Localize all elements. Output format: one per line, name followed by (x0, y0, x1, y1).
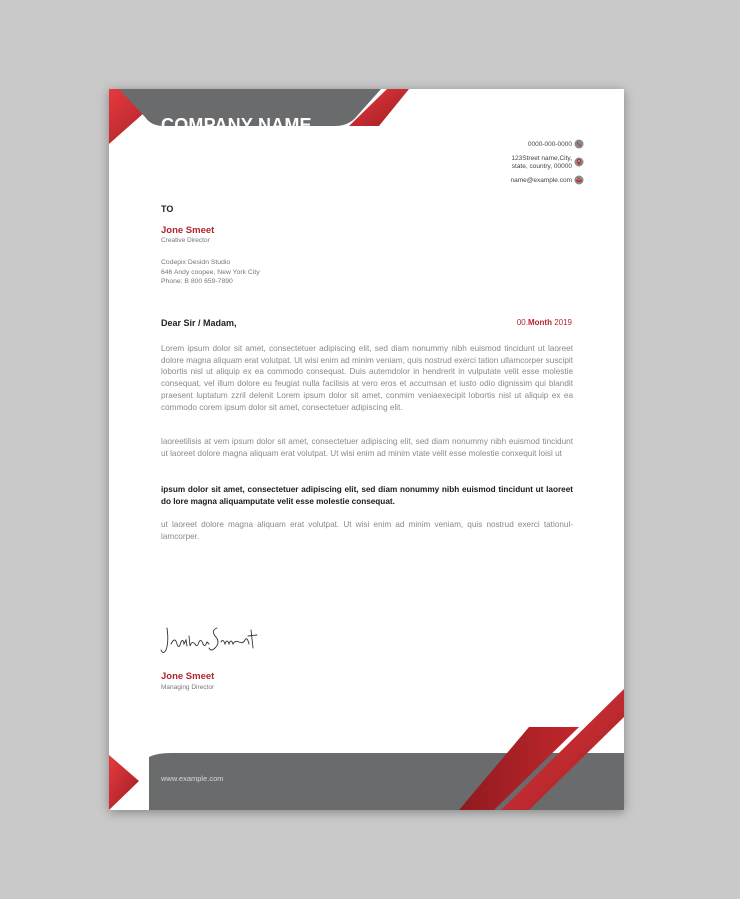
contact-address-line2: state, country, 00000 (511, 163, 572, 170)
location-icon (574, 157, 584, 167)
recipient-address-block (161, 258, 260, 287)
letterhead-page (109, 89, 624, 810)
handwritten-signature (159, 622, 269, 658)
letter-date (517, 318, 572, 327)
body-paragraph-3: ipsum dolor sit amet, consectetuer adipiscing elit, sed diam nonummy nibh euismod tincidunt ut laoreet do lore magna aliquamputate velit esse molestie consequat. (161, 485, 573, 506)
recipient-title: Creative Director (161, 237, 210, 244)
signatory-name: Jone Smeet (161, 671, 215, 682)
recipient-company: Codepix Desidn Studio (161, 259, 231, 266)
contact-email: name@example.com (510, 177, 572, 184)
date-month: Month (527, 318, 552, 327)
recipient-name: Jone Smeet (161, 225, 215, 236)
footer-website: www.example.com (161, 774, 224, 783)
date-day: 00. (516, 318, 528, 327)
email-icon (574, 175, 584, 185)
greeting: Dear Sir / Madam, (161, 318, 237, 328)
recipient-street: 646 Andy coopee, New York City (161, 268, 260, 276)
contact-address (511, 155, 572, 171)
phone-icon (574, 139, 584, 149)
contact-phone: 0000-000-0000 (527, 141, 572, 148)
recipient-phone: Phone: B 800 659-7890 (161, 278, 233, 286)
bottom-left-red-corner (109, 755, 139, 810)
company-name: COMPANY NAME (161, 115, 312, 135)
signatory-title: Managing Director (161, 684, 215, 691)
contact-address-line1: 123Street name,City, (511, 155, 572, 162)
date-year: 2019 (551, 318, 572, 327)
body-paragraph-1: Lorem ipsum dolor sit amet, consectetuer adipiscing elit, sed diam nonummy nibh euismod tincidunt ut laoreet dolore magna aliquam erat volutpat. Ut wisi enim ad minim veniam, quis nostrud exerci tation ullamcorper suscipit lobortis nisl ut aliquip ex ea commodo consequat. Duis autemdolor in hendrerit in vulputate velit esse molestie consequat, vel illum dolore eu feugiat nulla facilisis at vero eros et accumsan et iusto odio dignissim qui blandit praesent luptatum zzril delenit Lorem ipsum dolor sit amet, conmim veniaexecipit lobortis nisl ut aliquip ex ea commodo corem ipsum dolor sit amet, consectetuer adipiscing elit. (161, 344, 573, 412)
body-paragraph-4: ut laoreet dolore magna aliquam erat volutpat. Ut wisi enim ad minim veniam, quis nostrud exerci tationul-lamcorper. (161, 520, 573, 541)
to-label: TO (161, 204, 174, 214)
body-paragraph-2: laoreetilisis at vem ipsum dolor sit amet, consectetuer adipiscing elit, sed diam nonummy nibh euismod tincidunt ut laoreet dolore magna aliquam erat volutpat. Ut wisi enim ad minim vtate velit esse molestie conxequit loisl ut (161, 437, 573, 458)
